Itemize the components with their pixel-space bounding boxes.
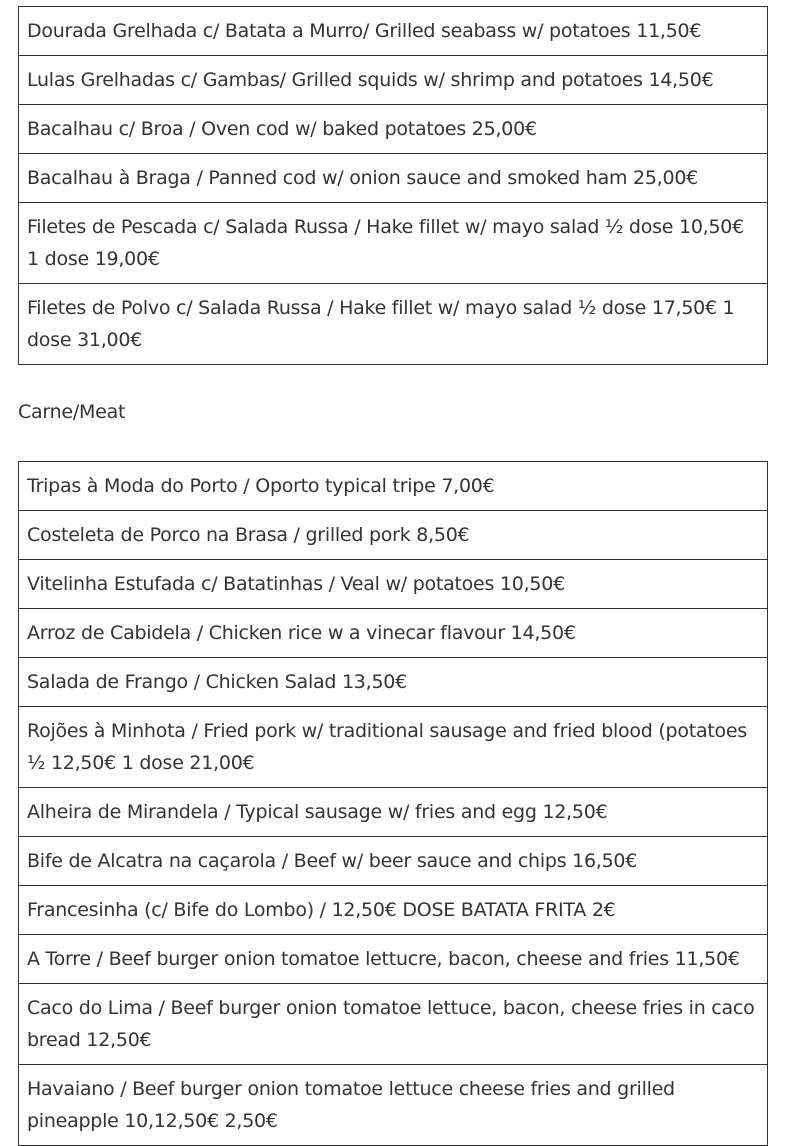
table-row xyxy=(19,7,768,56)
menu-item: Lulas Grelhadas c/ Gambas/ Grilled squids w/ shrimp and potatoes 14,50€ xyxy=(19,56,768,105)
menu-item: Caco do Lima / Beef burger onion tomatoe lettuce, bacon, cheese fries in caco bread 12,50€ xyxy=(19,984,768,1065)
table-row xyxy=(19,154,768,203)
menu-item: Tripas à Moda do Porto / Oporto typical tripe 7,00€ xyxy=(19,462,768,511)
table-row xyxy=(19,462,768,511)
table-row xyxy=(19,511,768,560)
table-row xyxy=(19,935,768,984)
table-row xyxy=(19,788,768,837)
menu-item: Dourada Grelhada c/ Batata a Murro/ Grilled seabass w/ potatoes 11,50€ xyxy=(19,7,768,56)
table-row xyxy=(19,203,768,284)
menu-item: A Torre / Beef burger onion tomatoe lettucre, bacon, cheese and fries 11,50€ xyxy=(19,935,768,984)
fish-menu-table xyxy=(18,6,768,365)
table-row xyxy=(19,886,768,935)
table-row xyxy=(19,1065,768,1146)
menu-item: Rojões à Minhota / Fried pork w/ traditional sausage and fried blood (potatoes ½ 12,50€ 1 dose 21,00€ xyxy=(19,707,768,788)
table-row xyxy=(19,56,768,105)
menu-item: Alheira de Mirandela / Typical sausage w/ fries and egg 12,50€ xyxy=(19,788,768,837)
meat-section-heading: Carne/Meat xyxy=(18,401,126,423)
menu-item: Francesinha (c/ Bife do Lombo) / 12,50€ DOSE BATATA FRITA 2€ xyxy=(19,886,768,935)
menu-item: Bife de Alcatra na caçarola / Beef w/ beer sauce and chips 16,50€ xyxy=(19,837,768,886)
table-row xyxy=(19,984,768,1065)
table-row xyxy=(19,105,768,154)
meat-menu-table xyxy=(18,461,768,1146)
table-row xyxy=(19,658,768,707)
menu-item: Havaiano / Beef burger onion tomatoe lettuce cheese fries and grilled pineapple 10,12,50€ 2,50€ xyxy=(19,1065,768,1146)
menu-item: Bacalhau c/ Broa / Oven cod w/ baked potatoes 25,00€ xyxy=(19,105,768,154)
menu-item: Arroz de Cabidela / Chicken rice w a vinecar flavour 14,50€ xyxy=(19,609,768,658)
menu-item: Bacalhau à Braga / Panned cod w/ onion sauce and smoked ham 25,00€ xyxy=(19,154,768,203)
table-row xyxy=(19,609,768,658)
menu-item: Vitelinha Estufada c/ Batatinhas / Veal w/ potatoes 10,50€ xyxy=(19,560,768,609)
menu-item: Costeleta de Porco na Brasa / grilled pork 8,50€ xyxy=(19,511,768,560)
table-row xyxy=(19,284,768,365)
menu-item: Filetes de Pescada c/ Salada Russa / Hake fillet w/ mayo salad ½ dose 10,50€ 1 dose 19,00€ xyxy=(19,203,768,284)
table-row xyxy=(19,707,768,788)
table-row xyxy=(19,560,768,609)
menu-item: Filetes de Polvo c/ Salada Russa / Hake fillet w/ mayo salad ½ dose 17,50€ 1 dose 31,00€ xyxy=(19,284,768,365)
table-row xyxy=(19,837,768,886)
menu-item: Salada de Frango / Chicken Salad 13,50€ xyxy=(19,658,768,707)
